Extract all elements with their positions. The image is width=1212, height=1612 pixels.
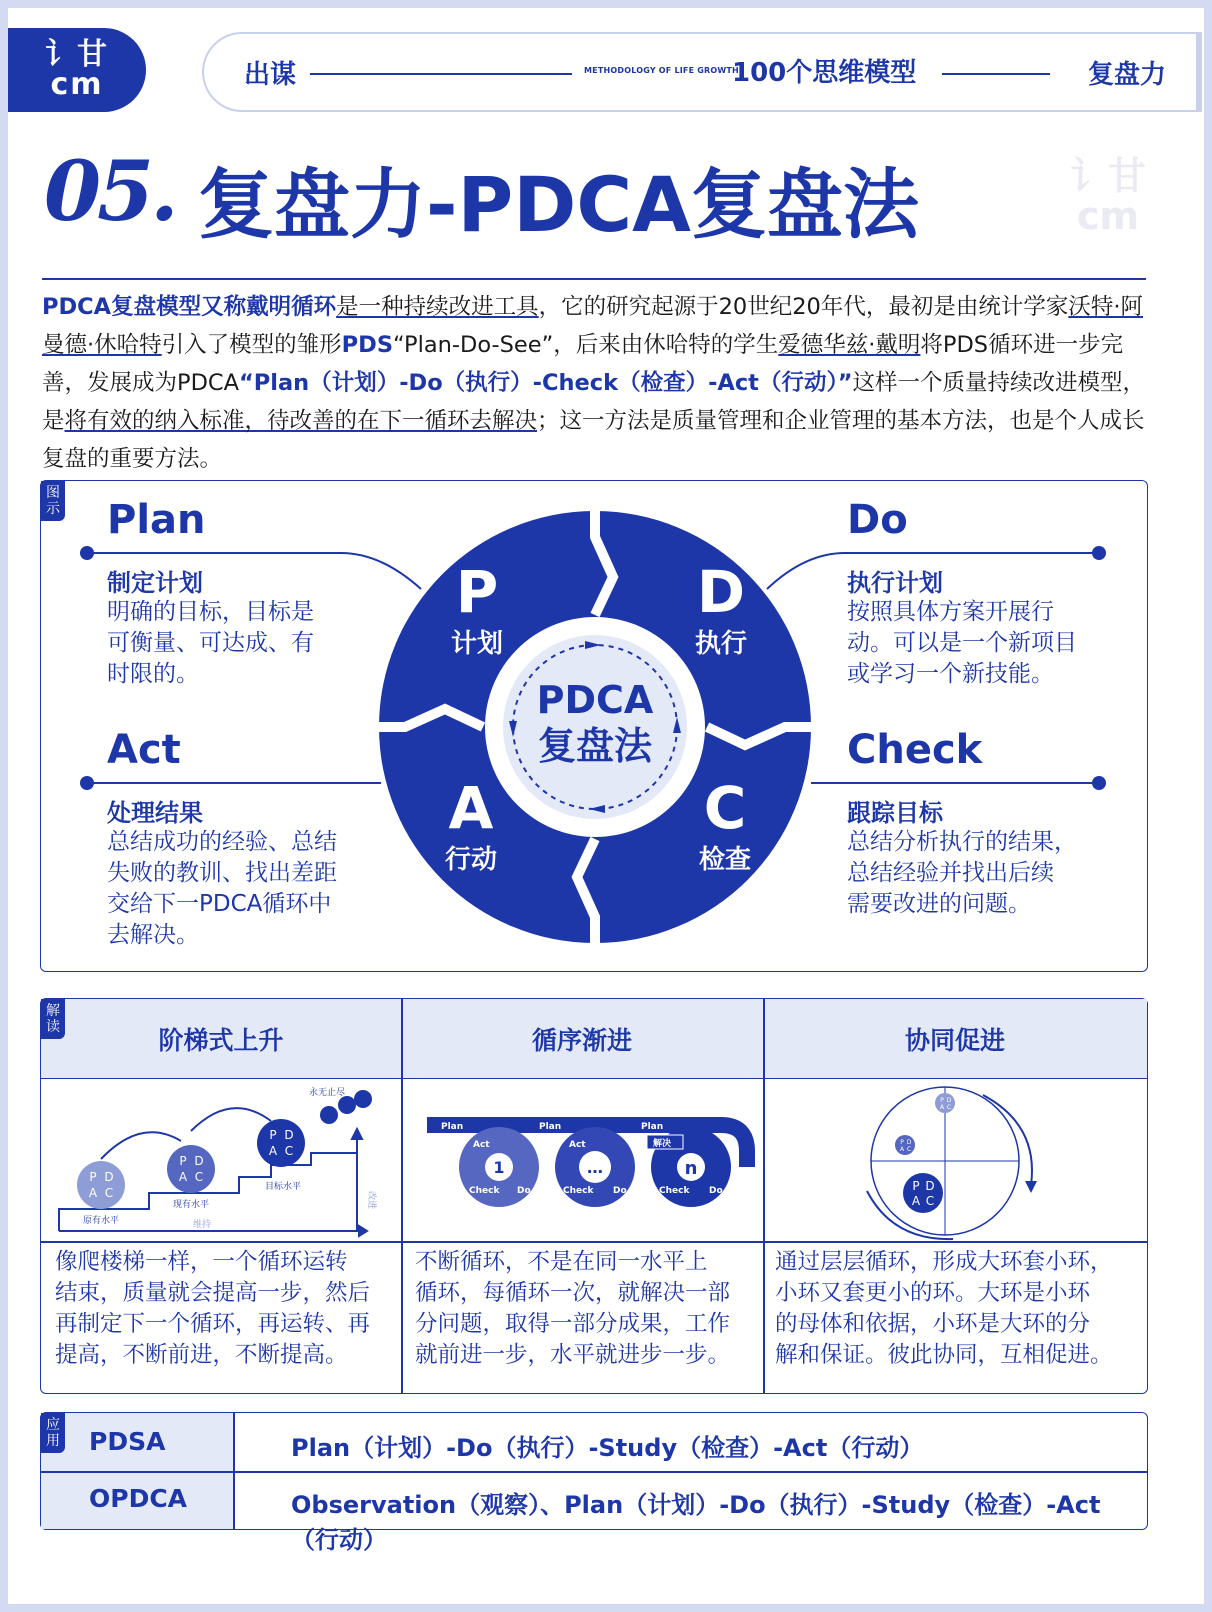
intro-paragraph [42,288,1150,478]
svg-text:D: D [194,1154,204,1168]
header-left: 出谋 [244,60,297,90]
wheel-d-cn: 执行 [694,629,747,659]
jd-line: 就前进一步，水平就进步一步。 [415,1342,731,1368]
header-center: 100个思维模型 [732,58,917,88]
svg-text:C: C [946,1104,952,1111]
fig2-act-2: Act [569,1140,586,1150]
plan-body-line: 可衡量、可达成、有 [107,630,314,656]
svg-text:A: A [268,1144,278,1158]
plan-dot [80,546,94,560]
wheel-d [681,558,761,660]
interpretation-table [40,998,1148,1394]
intro-span-6: PDS [341,332,394,358]
wheel-c-letter: C [703,774,747,842]
svg-text:A: A [88,1186,98,1200]
jd-line: 像爬楼梯一样，一个循环运转 [55,1249,348,1275]
infographic-page [8,8,1204,1604]
check-body-line: 总结经验并找出后续 [847,860,1054,886]
wheel-p [437,558,517,660]
do-body-line: 或学习一个新技能。 [847,661,1054,687]
intro-span-11: 这样一个质量持续改进模型，是 [42,370,1145,434]
intro-span-8: 爱德华兹·戴明 [778,332,921,358]
header-line-1 [310,73,572,75]
jd-head-1: 阶梯式上升 [41,999,401,1079]
wheel-p-letter: P [455,558,499,626]
do-dot [1092,546,1106,560]
act-title: Act [107,727,181,773]
application-tag: 应用 [41,1413,65,1453]
plan-title: Plan [107,497,206,543]
center-line-2: 复盘法 [537,724,652,768]
center-line-1: PDCA [536,678,654,722]
wheel-p-cn: 计划 [450,629,503,659]
jd-line: 结束，质量就会提高一步，然后 [55,1280,371,1306]
jd-line: 循环，每循环一次，就解决一部 [415,1280,731,1306]
svg-text:A: A [911,1194,921,1208]
svg-text:C: C [104,1186,114,1200]
intro-span-9: 将PDS循环进一步完善，发展成为PDCA [42,332,1124,396]
act-body-line: 交给下一PDCA循环中 [107,891,332,917]
check-title: Check [847,727,983,773]
fig2-do-3: Do [709,1186,723,1196]
svg-text:P: P [940,1097,944,1104]
fig2-n3: n [684,1158,698,1179]
svg-text:D: D [925,1179,935,1193]
svg-text:A: A [939,1104,945,1111]
act-body-line: 去解决。 [107,922,199,948]
jd-line: 通过层层循环，形成大环套小环， [775,1249,1113,1275]
interpretation-tag: 解读 [41,999,65,1039]
fig1-endless: 永无止尽 [309,1088,346,1098]
svg-text:P: P [900,1139,904,1146]
fig1-level3: 目标水平 [265,1182,302,1192]
header-line-2 [942,73,1050,75]
svg-text:P: P [89,1170,97,1184]
svg-text:P: P [179,1154,187,1168]
center-label [515,677,675,769]
jd-head-3: 协同促进 [763,999,1147,1079]
fig2-check-2: Check [563,1186,594,1196]
intro-span-3: ，它的研究起源于20世纪20年代，最初是由统计学家 [538,294,1069,320]
act-dot [80,776,94,790]
intro-span-13: ；这一方法是质量管理和企业管理的基本方法，也是个人成长复盘的重要方法。 [42,408,1145,472]
fig2-solve: 解决 [653,1139,672,1149]
do-sub: 执行计划 [847,569,943,597]
jd-line: 解和保证。彼此协同，互相促进。 [775,1342,1113,1368]
svg-text:A: A [178,1170,188,1184]
wheel-a-letter: A [448,774,494,842]
tiny-ring [935,1093,955,1113]
wheel-a [431,774,511,876]
wheel-d-letter: D [696,558,746,626]
jd-text-2 [415,1247,757,1371]
mid-ring [903,1173,943,1213]
check-body [847,827,1077,920]
plan-body-line: 明确的目标，目标是 [107,599,314,625]
svg-text:C: C [906,1146,912,1153]
fig2-do-1: Do [517,1186,531,1196]
fig2-n2: … [587,1158,603,1177]
jd-line: 不断循环，不是在同一水平上 [415,1249,708,1275]
jd-divider [41,1241,1147,1243]
ap-divider [41,1471,1147,1473]
brand-logo [8,28,146,112]
intro-span-4: 沃特·阿曼德·休哈特 [42,294,1144,358]
page-title: 复盘力-PDCA复盘法 [198,160,919,249]
act-sub: 处理结果 [107,799,203,827]
ap-name-2: OPDCA [89,1484,188,1513]
logo-line-1: 讠甘 [45,37,109,72]
ap-desc-1: Plan（计划）-Do（执行）-Study（检查）-Act（行动） [291,1434,924,1462]
intro-span-10: “Plan（计划）-Do（执行）-Check（检查）-Act（行动）” [239,370,853,396]
svg-text:P: P [269,1128,277,1142]
diagram-tag: 图示 [41,481,65,521]
intro-span-5: 引入了模型的雏形 [161,332,342,358]
header-bar [202,32,1202,112]
svg-text:D: D [104,1170,114,1184]
wheel-a-cn: 行动 [444,845,497,875]
plan-body-line: 时限的。 [107,661,199,687]
stair-curve-1 [101,1132,181,1159]
svg-text:C: C [925,1194,935,1208]
plan-body [107,597,314,690]
intro-span-2: 是一种持续改进工具 [336,294,539,320]
fig2-do-2: Do [613,1186,627,1196]
jd-text-1 [55,1247,395,1371]
fig2-check-1: Check [469,1186,500,1196]
watermark-logo: 讠甘 cm [1069,154,1146,238]
header-mini: METHODOLOGY OF LIFE GROWTH [584,66,739,75]
intro-span-1: PDCA复盘模型又称戴明循环 [42,294,337,320]
intro-span-7: “Plan-Do-See”，后来由休哈特的学生 [393,332,779,358]
stair-curve-2 [191,1108,271,1131]
fig2-plan-3: Plan [641,1122,664,1132]
svg-text:C: C [194,1170,204,1184]
big-ring-arrow [983,1095,1032,1185]
act-body-line: 失败的教训、找出差距 [107,860,337,886]
nested-rings-figure [763,1081,1147,1241]
title-number: 05. [44,144,175,240]
check-dot [1092,776,1106,790]
fig2-plan-2: Plan [539,1122,562,1132]
do-body-line: 动。可以是一个新项目 [847,630,1077,656]
staircase-figure [41,1081,401,1241]
wheel-c-cn: 检查 [698,845,751,875]
svg-text:P: P [912,1179,920,1193]
fig2-n1: 1 [493,1158,505,1177]
ap-desc-2: Observation（观察）、Plan（计划）-Do（执行）-Study（检查）-Act（行动） [291,1491,1101,1554]
logo-line-2: cm [50,67,104,102]
fig1-improve: 改进 [366,1191,376,1210]
plan-sub: 制定计划 [107,569,203,597]
stair-circles [77,1090,372,1209]
header-right: 复盘力 [1087,60,1166,90]
do-body [847,597,1077,690]
jd-text-3 [775,1247,1143,1371]
application-table [40,1412,1148,1554]
fig2-check-3: Check [659,1186,690,1196]
fig1-level2: 现有水平 [173,1200,210,1210]
ap-name-1: PDSA [89,1427,166,1456]
jd-line: 分问题，取得一部分成果，工作 [415,1311,731,1337]
wheel-c [685,774,765,876]
fig2-act-1: Act [473,1140,490,1150]
jd-line: 小环又套更小的环。大环是小环 [775,1280,1091,1306]
intro-span-12: 将有效的纳入标准，待改善的在下一循环去解决 [64,408,538,434]
jd-line: 再制定下一个循环，再运转、再 [55,1311,371,1337]
small-ring [895,1135,915,1155]
do-body-line: 按照具体方案开展行 [847,599,1054,625]
fig2-plan-1: Plan [441,1122,464,1132]
do-title: Do [847,497,908,543]
diagram-box [40,480,1148,972]
check-sub: 跟踪目标 [847,799,943,827]
svg-text:C: C [284,1144,294,1158]
check-body-line: 总结分析执行的结果， [847,829,1077,855]
check-body-line: 需要改进的问题。 [847,891,1031,917]
fig1-level1: 原有水平 [83,1216,120,1226]
svg-text:D: D [284,1128,294,1142]
jd-head-2: 循序渐进 [401,999,763,1079]
svg-text:A: A [899,1146,905,1153]
jd-line: 提高，不断前进，不断提高。 [55,1342,348,1368]
title-rule [42,278,1146,280]
fig1-maintain: 维持 [193,1220,212,1230]
act-body [107,827,337,951]
loops-figure [401,1081,763,1241]
svg-text:D: D [906,1139,912,1146]
jd-line: 的母体和依据，小环是大环的分 [775,1311,1091,1337]
svg-text:D: D [946,1097,952,1104]
act-body-line: 总结成功的经验、总结 [107,829,337,855]
